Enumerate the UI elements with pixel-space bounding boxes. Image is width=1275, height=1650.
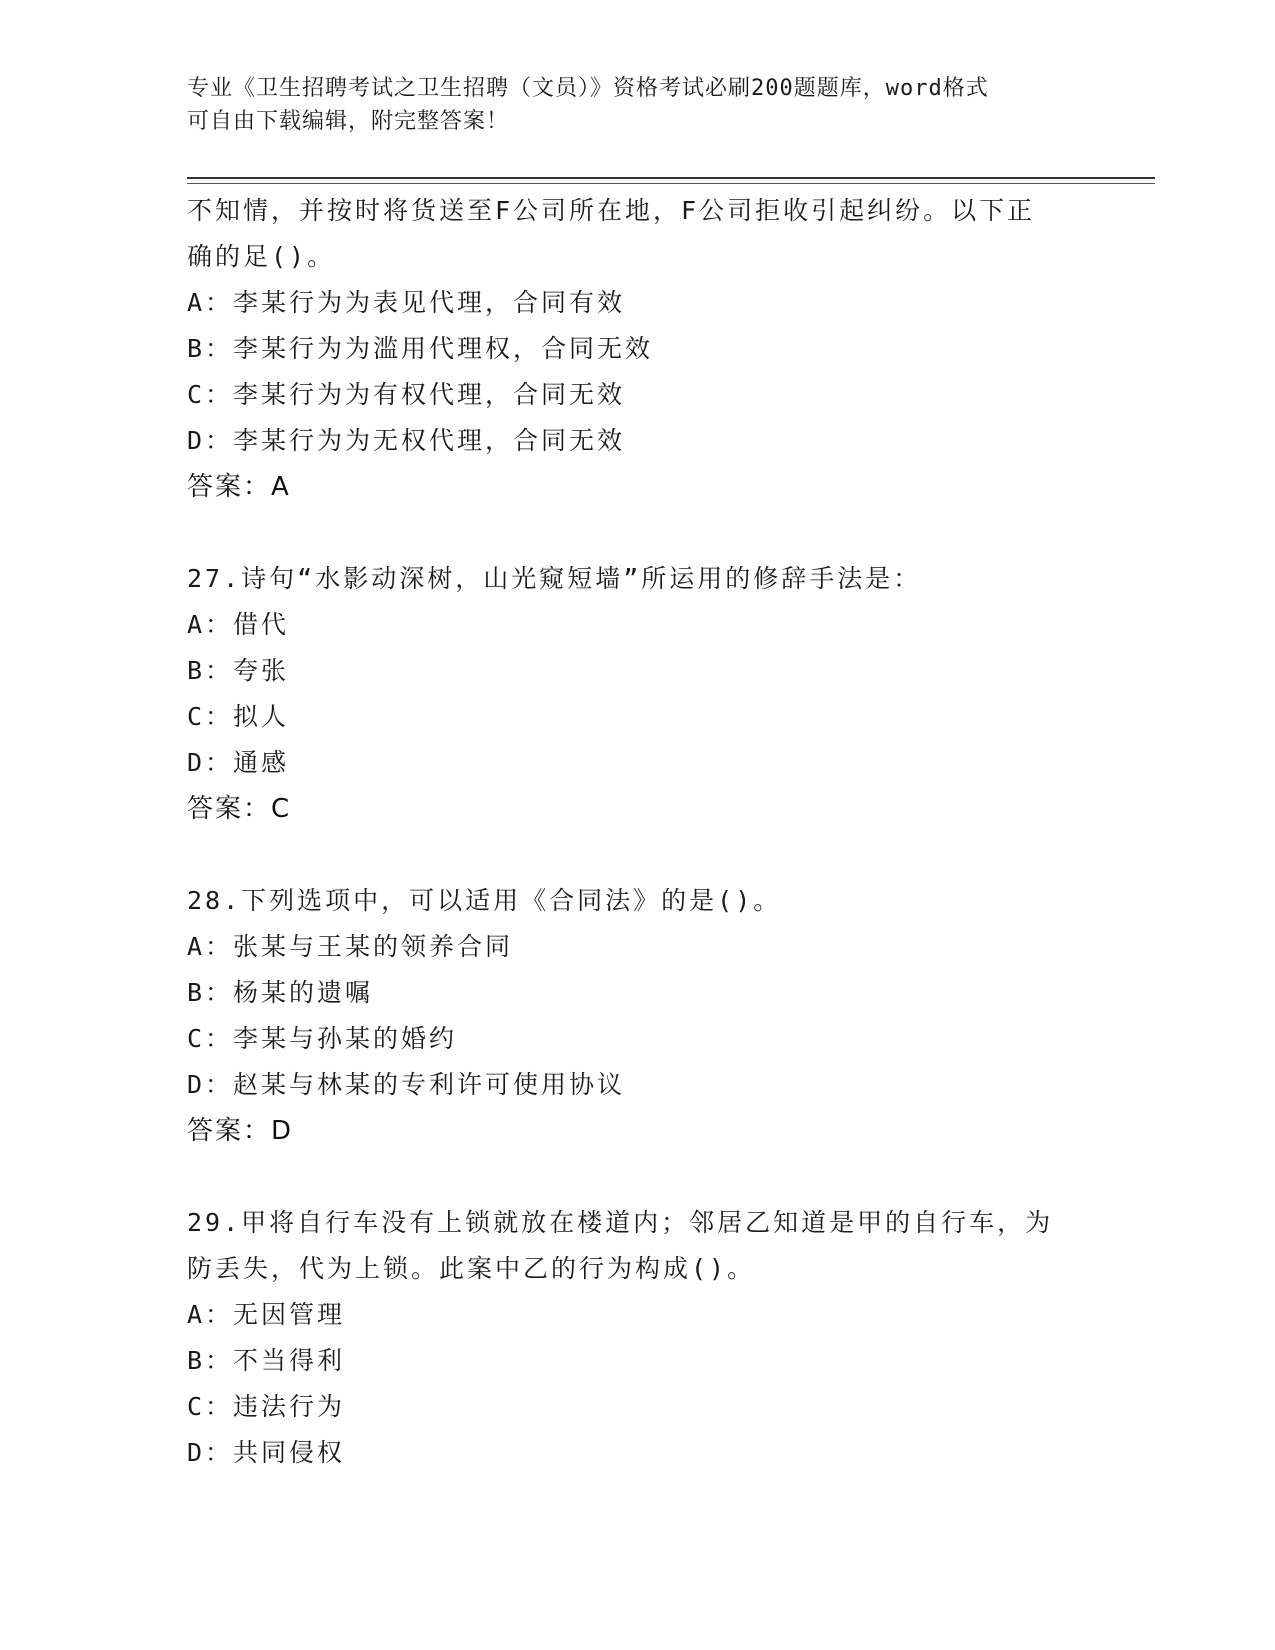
question-29 xyxy=(187,1200,1087,1476)
question-content xyxy=(187,188,1087,1476)
option-a: A：张某与王某的领养合同 xyxy=(187,932,514,961)
question-27 xyxy=(187,556,1087,832)
question-stem-line: 防丢失，代为上锁。此案中乙的行为构成()。 xyxy=(187,1254,756,1283)
question-stem-line: 不知情，并按时将货送至F公司所在地，F公司拒收引起纠纷。以下正 xyxy=(187,196,1036,225)
question-28 xyxy=(187,878,1087,1154)
option-c: C：拟人 xyxy=(187,702,290,731)
option-a: A：借代 xyxy=(187,610,290,639)
header-divider-thick xyxy=(187,177,1155,179)
option-b: B：李某行为为滥用代理权，合同无效 xyxy=(187,334,654,363)
option-d: D：通感 xyxy=(187,748,290,777)
option-a: A：李某行为为表见代理，合同有效 xyxy=(187,288,626,317)
option-c: C：李某行为为有权代理，合同无效 xyxy=(187,380,626,409)
option-b: B：不当得利 xyxy=(187,1346,346,1375)
answer-label: 答案：D xyxy=(187,1116,294,1146)
header-title-line-2: 可自由下载编辑，附完整答案！ xyxy=(187,109,510,134)
option-c: C：违法行为 xyxy=(187,1392,346,1421)
header-title-line-1: 专业《卫生招聘考试之卫生招聘（文员）》资格考试必刷200题题库，word格式 xyxy=(187,76,989,101)
option-d: D：赵某与林某的专利许可使用协议 xyxy=(187,1070,626,1099)
option-b: B：杨某的遗嘱 xyxy=(187,978,374,1007)
option-a: A：无因管理 xyxy=(187,1300,346,1329)
question-stem-line: 确的足()。 xyxy=(187,242,336,271)
option-b: B：夸张 xyxy=(187,656,290,685)
document-header xyxy=(187,72,1087,138)
option-d: D：李某行为为无权代理，合同无效 xyxy=(187,426,626,455)
answer-label: 答案：A xyxy=(187,472,291,502)
header-divider-thin xyxy=(187,183,1155,184)
option-c: C：李某与孙某的婚约 xyxy=(187,1024,458,1053)
question-stem-line: 27.诗句“水影动深树，山光窥短墙”所运用的修辞手法是： xyxy=(187,564,922,593)
question-stem-line: 28.下列选项中，可以适用《合同法》的是()。 xyxy=(187,886,782,915)
option-d: D：共同侵权 xyxy=(187,1438,346,1467)
answer-label: 答案：C xyxy=(187,794,292,824)
question-26-continued xyxy=(187,188,1087,510)
question-stem-line: 29.甲将自行车没有上锁就放在楼道内；邻居乙知道是甲的自行车，为 xyxy=(187,1208,1054,1237)
